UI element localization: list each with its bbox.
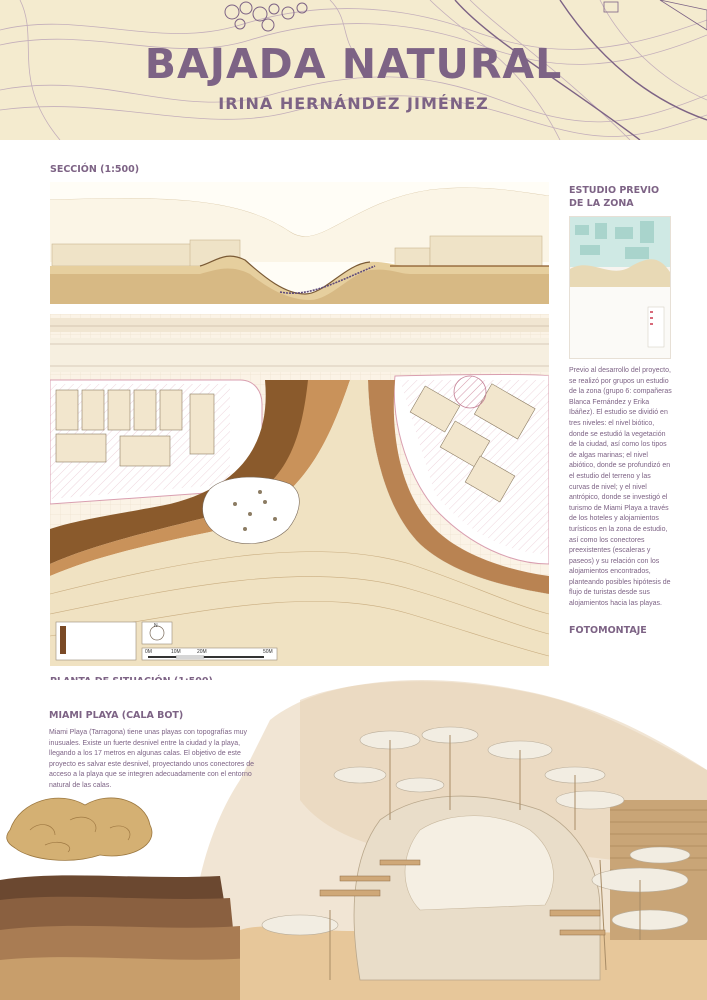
study-map-thumbnail (569, 216, 671, 359)
section-label: SECCIÓN (1:500) (50, 164, 140, 175)
section-drawing (50, 182, 549, 304)
site-heading: MIAMI PLAYA (CALA BOT) (49, 710, 184, 721)
header-banner (0, 0, 707, 140)
page-title: BAJADA NATURAL (144, 40, 563, 88)
study-heading: ESTUDIO PREVIO DE LA ZONA (569, 185, 660, 209)
scale-label-50: 50M (263, 649, 273, 655)
scale-label-0: 0M (145, 649, 152, 655)
photomontage-heading: FOTOMONTAJE (569, 625, 647, 636)
scale-label-10: 10M (171, 649, 181, 655)
scale-label-20: 20M (197, 649, 207, 655)
site-text: Miami Playa (Tarragona) tiene unas playas con topografías muy inusuales. Existe un fuerte desnivel entre la ciudad y la playa, llegando a los 17 metros en algunas calas. El objetivo de este proyecto es salvar este desnivel, proyectando unos conectores de acceso a la playa que se integren adecuadamente con el entorno natural de las calas. (49, 729, 255, 789)
author-name: IRINA HERNÁNDEZ JIMÉNEZ (218, 94, 489, 113)
site-plan-drawing (50, 314, 549, 666)
study-text: Previo al desarrollo del proyecto, se realizó por grupos un estudio de la zona (grupo 6: compañeras Blanca Fernández y Erika Ibáñez). El estudio se dividió en tres niveles: el nivel biótico, donde se estudió la vegetación de la ciudad, así como los tipos de algas marinas; el nivel abiótico, donde se profundizó en el estudio del terreno y las curvas de nivel; y el nivel antrópico, donde se investigó el turismo de Miami Playa a través de los hoteles y alojamientos turísticos en la zona de estudio, así como los conectores preexistentes (escaleras y paseos) y su relación con los alojamientos encontrados, planteando posibles hipótesis de flujo de turistas desde sus alojamientos hacia las playas. (569, 367, 672, 608)
north-arrow-label: N (154, 623, 158, 629)
